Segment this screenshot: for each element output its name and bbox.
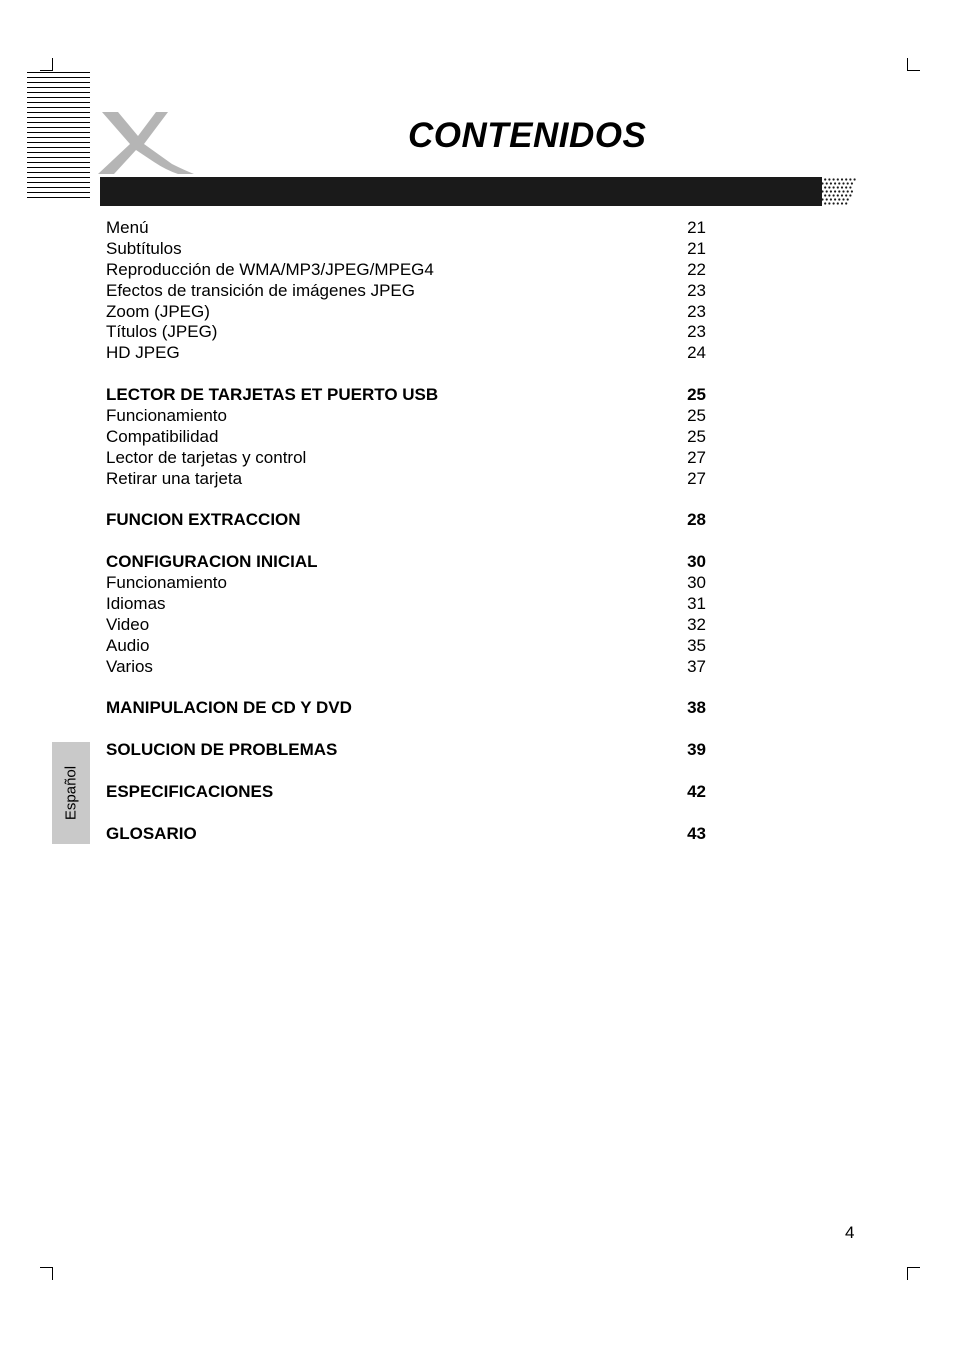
toc-entry-page: 27 [687, 468, 706, 488]
toc-spacer [106, 364, 706, 385]
toc-spacer [106, 678, 706, 699]
page-number: 4 [845, 1223, 855, 1242]
toc-entry-label: Compatibilidad [106, 426, 219, 446]
toc-section-row [106, 824, 706, 845]
crop-mark-bottom-right [907, 1267, 920, 1280]
toc-entry-page: 43 [687, 823, 706, 843]
bar-dot [826, 198, 828, 200]
bar-dot [838, 190, 840, 192]
toc-entry-row [106, 636, 706, 657]
bar-dot [830, 190, 832, 192]
toc-entry-label: Audio [106, 635, 150, 655]
page-title: CONTENIDOS [408, 116, 647, 155]
bar-dot [828, 186, 830, 188]
bar-dot [833, 194, 835, 196]
toc-entry-row [106, 448, 706, 469]
toc-entry-label: ESPECIFICACIONES [106, 782, 274, 802]
toc-entry-page: 27 [687, 447, 706, 467]
toc-section-row [106, 740, 706, 761]
toc-entry-page: 23 [687, 322, 706, 342]
toc-section-row [106, 782, 706, 803]
stripe-line [27, 127, 90, 128]
toc-section-row [106, 698, 706, 719]
brand-x-logo [96, 106, 196, 178]
bar-dot [837, 178, 839, 180]
bar-dot [847, 198, 849, 200]
toc-entry-label: HD JPEG [106, 343, 180, 363]
bar-dot [841, 186, 843, 188]
stripe-line [27, 197, 90, 198]
bar-dot [826, 190, 828, 192]
bar-dot [824, 194, 826, 196]
stripe-line [27, 117, 90, 118]
bar-dot [833, 202, 835, 204]
bar-dot [845, 194, 847, 196]
stripe-line [27, 72, 90, 73]
toc-entry-page: 24 [687, 343, 706, 363]
toc-entry-page: 22 [687, 259, 706, 279]
bar-dot [838, 182, 840, 184]
bar-dot [828, 194, 830, 196]
toc-entry-page: 25 [687, 385, 706, 405]
toc-entry-page: 31 [687, 594, 706, 614]
crop-mark-top-right [907, 58, 920, 71]
toc-spacer [106, 803, 706, 824]
toc-entry-row [106, 343, 706, 364]
bar-dot [826, 182, 828, 184]
toc-entry-label: Idiomas [106, 594, 166, 614]
toc-entry-page: 25 [687, 406, 706, 426]
toc-entry-row [106, 281, 706, 302]
toc-entry-page: 30 [687, 573, 706, 593]
toc-entry-row [106, 406, 706, 427]
toc-entry-label: MANIPULACION DE CD Y DVD [106, 698, 352, 718]
stripe-line [27, 162, 90, 163]
stripe-line [27, 82, 90, 83]
bar-dot [821, 190, 823, 192]
bar-dot [837, 186, 839, 188]
toc-entry-page: 39 [687, 740, 706, 760]
bar-dot [820, 186, 822, 188]
bar-dot [841, 202, 843, 204]
bar-dot [834, 182, 836, 184]
toc-entry-row [106, 302, 706, 323]
bar-dot [838, 198, 840, 200]
toc-entry-row [106, 427, 706, 448]
toc-entry-label: Menú [106, 218, 149, 237]
bar-dot [845, 178, 847, 180]
bar-dot [851, 182, 853, 184]
bar-dot [821, 182, 823, 184]
toc-entry-row [106, 657, 706, 678]
toc-entry-page: 25 [687, 426, 706, 446]
stripe-line [27, 152, 90, 153]
bar-dot [841, 194, 843, 196]
crop-mark-bottom-left [40, 1267, 53, 1280]
toc-section-row [106, 385, 706, 406]
bar-dot [828, 202, 830, 204]
toc-entry-page: 23 [687, 301, 706, 321]
bar-dot [830, 182, 832, 184]
toc-entry-page: 38 [687, 698, 706, 718]
toc-entry-label: Zoom (JPEG) [106, 301, 210, 321]
bar-dot [847, 190, 849, 192]
bar-dot [842, 198, 844, 200]
decorative-stripes [27, 72, 90, 200]
toc-spacer [106, 719, 706, 740]
stripe-line [27, 187, 90, 188]
toc-entry-label: SOLUCION DE PROBLEMAS [106, 740, 338, 760]
table-of-contents [106, 218, 706, 845]
toc-section-row [106, 552, 706, 573]
toc-entry-row [106, 322, 706, 343]
toc-entry-label: Retirar una tarjeta [106, 468, 243, 488]
toc-spacer [106, 490, 706, 511]
stripe-line [27, 97, 90, 98]
bar-dot [842, 190, 844, 192]
bar-dot [828, 178, 830, 180]
toc-entry-page: 42 [687, 782, 706, 802]
bar-dot [833, 178, 835, 180]
toc-entry-page: 32 [687, 614, 706, 634]
header-bar-dot-pattern [818, 177, 858, 206]
bar-dot [837, 194, 839, 196]
toc-entry-label: GLOSARIO [106, 823, 197, 843]
bar-dot [842, 182, 844, 184]
stripe-line [27, 92, 90, 93]
toc-entry-label: LECTOR DE TARJETAS ET PUERTO USB [106, 385, 439, 405]
toc-entry-label: Títulos (JPEG) [106, 322, 218, 342]
bar-dot [854, 178, 856, 180]
bar-dot [821, 198, 823, 200]
bar-dot [847, 182, 849, 184]
bar-dot [841, 178, 843, 180]
language-tab-label: Español [62, 765, 80, 821]
stripe-line [27, 112, 90, 113]
stripe-line [27, 122, 90, 123]
bar-dot [845, 186, 847, 188]
stripe-line [27, 142, 90, 143]
toc-entry-label: Varios [106, 656, 153, 676]
toc-entry-label: Lector de tarjetas y control [106, 447, 307, 467]
toc-entry-label: Efectos de transición de imágenes JPEG [106, 280, 415, 300]
toc-entry-row [106, 260, 706, 281]
bar-dot [834, 198, 836, 200]
toc-entry-row [106, 615, 706, 636]
toc-spacer [106, 761, 706, 782]
bar-dot [824, 186, 826, 188]
toc-entry-page: 21 [687, 218, 706, 237]
stripe-line [27, 132, 90, 133]
toc-entry-row [106, 594, 706, 615]
stripe-line [27, 172, 90, 173]
toc-entry-label: Reproducción de WMA/MP3/JPEG/MPEG4 [106, 259, 434, 279]
bar-dot [824, 202, 826, 204]
bar-dot [849, 178, 851, 180]
toc-entry-row [106, 239, 706, 260]
bar-dot [830, 198, 832, 200]
stripe-line [27, 182, 90, 183]
stripe-line [27, 107, 90, 108]
stripe-line [27, 77, 90, 78]
stripe-line [27, 167, 90, 168]
bar-dot [834, 190, 836, 192]
stripe-line [27, 177, 90, 178]
stripe-line [27, 192, 90, 193]
bar-dot [845, 202, 847, 204]
stripe-line [27, 147, 90, 148]
stripe-line [27, 157, 90, 158]
language-tab [52, 742, 90, 844]
bar-dot [833, 186, 835, 188]
toc-entry-label: FUNCION EXTRACCION [106, 510, 301, 530]
toc-entry-row [106, 573, 706, 594]
stripe-line [27, 137, 90, 138]
bar-dot [820, 202, 822, 204]
toc-entry-label: Video [106, 614, 150, 634]
toc-entry-row [106, 218, 706, 239]
toc-entry-label: Funcionamiento [106, 573, 227, 593]
toc-entry-page: 37 [687, 656, 706, 676]
toc-entry-label: Subtítulos [106, 238, 182, 258]
header-bar [100, 177, 822, 206]
toc-entry-page: 23 [687, 280, 706, 300]
toc-entry-label: CONFIGURACION INICIAL [106, 552, 318, 572]
bar-dot [820, 178, 822, 180]
toc-entry-row [106, 469, 706, 490]
toc-section-row [106, 510, 706, 531]
crop-mark-top-left [40, 58, 53, 71]
toc-entry-page: 21 [687, 238, 706, 258]
toc-spacer [106, 531, 706, 552]
stripe-line [27, 87, 90, 88]
bar-dot [849, 186, 851, 188]
bar-dot [837, 202, 839, 204]
bar-dot [824, 178, 826, 180]
toc-entry-page: 35 [687, 635, 706, 655]
bar-dot [820, 194, 822, 196]
bar-dot [851, 190, 853, 192]
toc-entry-page: 30 [687, 552, 706, 572]
stripe-line [27, 102, 90, 103]
toc-entry-page: 28 [687, 510, 706, 530]
bar-dot [849, 194, 851, 196]
toc-entry-label: Funcionamiento [106, 406, 227, 426]
